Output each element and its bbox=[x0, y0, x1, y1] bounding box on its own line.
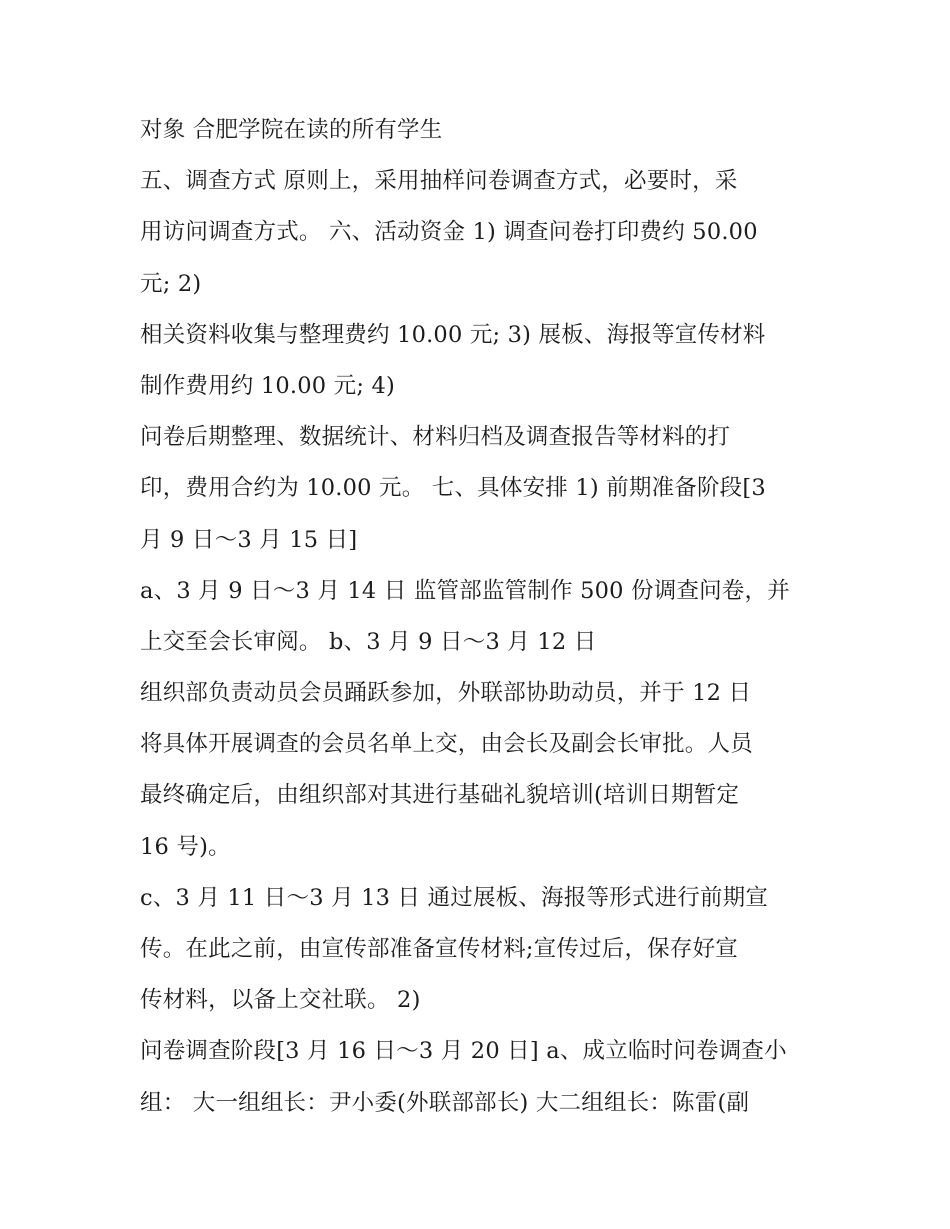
text-line: 传。在此之前，由宣传部准备宣传材料;宣传过后，保存好宣 bbox=[140, 936, 738, 962]
text-line: c、3 月 11 日～3 月 13 日 通过展板、海报等形式进行前期宣 bbox=[140, 884, 769, 911]
document-body bbox=[140, 108, 820, 1132]
text-line: 元; 2) bbox=[140, 270, 202, 297]
text-line: 对象 合肥学院在读的所有学生 bbox=[140, 117, 443, 143]
text-line: 传材料，以备上交社联。 2) bbox=[140, 987, 421, 1014]
text-line: 制作费用约 10.00 元; 4) bbox=[140, 372, 395, 399]
text-line: 最终确定后，由组织部对其进行基础礼貌培训(培训日期暂定 bbox=[140, 782, 740, 809]
text-line: a、3 月 9 日～3 月 14 日 监管部监管制作 500 份调查问卷，并 bbox=[140, 577, 790, 604]
text-line: 组织部负责动员会员踊跃参加，外联部协助动员，并于 12 日 bbox=[140, 680, 752, 707]
text-line: 问卷后期整理、数据统计、材料归档及调查报告等材料的打 bbox=[140, 424, 731, 451]
text-line: 月 9 日～3 月 15 日] bbox=[140, 526, 358, 553]
text-line: 印，费用合约为 10.00 元。 七、具体安排 1) 前期准备阶段[3 bbox=[140, 475, 766, 502]
text-line: 用访问调查方式。 六、活动资金 1) 调查问卷打印费约 50.00 bbox=[140, 219, 758, 246]
text-line: 五、调查方式 原则上，采用抽样问卷调查方式，必要时，采 bbox=[140, 168, 738, 195]
text-line: 组： 大一组组长：尹小委(外联部部长) 大二组组长：陈雷(副 bbox=[140, 1089, 750, 1116]
text-line: 将具体开展调查的会员名单上交，由会长及副会长审批。人员 bbox=[140, 731, 753, 758]
text-line: 问卷调查阶段[3 月 16 日～3 月 20 日] a、成立临时问卷调查小 bbox=[140, 1038, 787, 1065]
text-line: 上交至会长审阅。 b、3 月 9 日～3 月 12 日 bbox=[140, 628, 597, 655]
text-line: 16 号)。 bbox=[140, 833, 231, 860]
text-line: 相关资料收集与整理费约 10.00 元; 3) 展板、海报等宣传材料 bbox=[140, 321, 766, 348]
